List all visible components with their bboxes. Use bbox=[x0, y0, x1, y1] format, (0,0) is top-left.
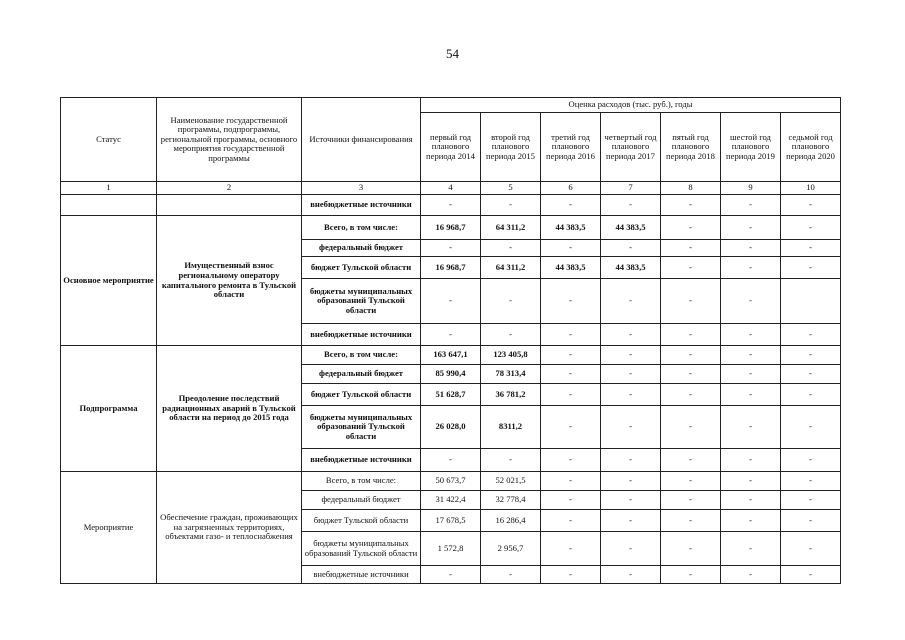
value-cell: - bbox=[781, 449, 841, 472]
source-cell: бюджет Тульской области bbox=[302, 510, 421, 532]
source-cell: бюджеты муниципальных образований Тульской области bbox=[302, 279, 421, 324]
source-cell: бюджет Тульской области bbox=[302, 384, 421, 406]
value-cell: - bbox=[601, 406, 661, 449]
source-cell: Всего, в том числе: bbox=[302, 472, 421, 491]
header-name: Наименование государственной программы, подпрограммы, региональной программы, основного мероприятия государственной программы bbox=[157, 98, 302, 182]
value-cell: - bbox=[781, 240, 841, 257]
value-cell: - bbox=[661, 491, 721, 510]
value-cell: - bbox=[661, 216, 721, 240]
header-year-2020: седьмой год планового периода 2020 bbox=[781, 113, 841, 182]
value-cell: - bbox=[541, 195, 601, 216]
value-cell: - bbox=[661, 406, 721, 449]
value-cell: - bbox=[601, 532, 661, 566]
table-row bbox=[61, 472, 841, 491]
value-cell: - bbox=[721, 257, 781, 279]
source-cell: бюджет Тульской области bbox=[302, 257, 421, 279]
value-cell: - bbox=[601, 472, 661, 491]
value-cell: - bbox=[781, 216, 841, 240]
value-cell: - bbox=[481, 279, 541, 324]
page-number: 54 bbox=[446, 46, 459, 61]
value-cell: - bbox=[481, 324, 541, 346]
value-cell: 8311,2 bbox=[481, 406, 541, 449]
value-cell: - bbox=[661, 195, 721, 216]
value-cell: 31 422,4 bbox=[421, 491, 481, 510]
value-cell: - bbox=[781, 406, 841, 449]
value-cell: - bbox=[601, 279, 661, 324]
status-cell: Основное мероприятие bbox=[61, 216, 157, 346]
value-cell: - bbox=[541, 491, 601, 510]
value-cell: - bbox=[541, 510, 601, 532]
value-cell: - bbox=[421, 449, 481, 472]
value-cell: - bbox=[721, 532, 781, 566]
value-cell: - bbox=[721, 510, 781, 532]
value-cell: - bbox=[721, 346, 781, 365]
value-cell: - bbox=[661, 365, 721, 384]
source-cell: федеральный бюджет bbox=[302, 491, 421, 510]
value-cell: - bbox=[601, 566, 661, 584]
value-cell: 32 778,4 bbox=[481, 491, 541, 510]
column-number: 1 bbox=[61, 182, 157, 195]
value-cell: - bbox=[661, 384, 721, 406]
source-cell: внебюджетные источники bbox=[302, 195, 421, 216]
value-cell: - bbox=[601, 195, 661, 216]
value-cell: - bbox=[721, 216, 781, 240]
value-cell: - bbox=[601, 491, 661, 510]
value-cell: - bbox=[421, 324, 481, 346]
source-cell: бюджеты муниципальных образований Тульской области bbox=[302, 406, 421, 449]
value-cell: 44 383,5 bbox=[601, 257, 661, 279]
value-cell: - bbox=[721, 472, 781, 491]
value-cell: - bbox=[661, 472, 721, 491]
value-cell: 36 781,2 bbox=[481, 384, 541, 406]
value-cell: - bbox=[601, 324, 661, 346]
status-cell: Мероприятие bbox=[61, 472, 157, 584]
budget-table bbox=[60, 97, 841, 584]
column-number: 3 bbox=[302, 182, 421, 195]
value-cell: - bbox=[481, 195, 541, 216]
value-cell: - bbox=[781, 365, 841, 384]
value-cell: - bbox=[541, 384, 601, 406]
value-cell: - bbox=[781, 257, 841, 279]
value-cell: - bbox=[541, 279, 601, 324]
value-cell: - bbox=[601, 365, 661, 384]
value-cell: 2 956,7 bbox=[481, 532, 541, 566]
source-cell: бюджеты муниципальных образований Тульской области bbox=[302, 532, 421, 566]
column-number: 9 bbox=[721, 182, 781, 195]
value-cell: - bbox=[661, 449, 721, 472]
value-cell: 163 647,1 bbox=[421, 346, 481, 365]
value-cell: - bbox=[601, 240, 661, 257]
value-cell: - bbox=[721, 365, 781, 384]
value-cell: 52 021,5 bbox=[481, 472, 541, 491]
column-number: 6 bbox=[541, 182, 601, 195]
value-cell: - bbox=[721, 279, 781, 324]
value-cell: - bbox=[421, 566, 481, 584]
value-cell: - bbox=[421, 195, 481, 216]
source-cell: внебюджетные источники bbox=[302, 324, 421, 346]
value-cell: - bbox=[781, 324, 841, 346]
column-number: 7 bbox=[601, 182, 661, 195]
value-cell: - bbox=[781, 491, 841, 510]
value-cell: - bbox=[661, 240, 721, 257]
value-cell: 16 286,4 bbox=[481, 510, 541, 532]
header-year-2019: шестой год планового периода 2019 bbox=[721, 113, 781, 182]
value-cell: - bbox=[481, 240, 541, 257]
column-number-row bbox=[61, 182, 841, 195]
value-cell: - bbox=[421, 279, 481, 324]
header-year-2016: третий год планового периода 2016 bbox=[541, 113, 601, 182]
value-cell: - bbox=[541, 532, 601, 566]
value-cell: - bbox=[661, 510, 721, 532]
value-cell: - bbox=[781, 472, 841, 491]
status-cell: Подпрограмма bbox=[61, 346, 157, 472]
header-year-2015: второй год планового периода 2015 bbox=[481, 113, 541, 182]
header-year-2014: первый год планового периода 2014 bbox=[421, 113, 481, 182]
value-cell: - bbox=[541, 365, 601, 384]
value-cell: - bbox=[721, 406, 781, 449]
value-cell: - bbox=[601, 510, 661, 532]
column-number: 2 bbox=[157, 182, 302, 195]
program-name-cell: Обеспечение граждан, проживающих на загрязненных территориях, объектами газо- и теплоснабжения bbox=[157, 472, 302, 584]
source-cell: внебюджетные источники bbox=[302, 449, 421, 472]
name-cell-empty bbox=[157, 195, 302, 216]
value-cell: - bbox=[541, 566, 601, 584]
value-cell: 1 572,8 bbox=[421, 532, 481, 566]
value-cell: 44 383,5 bbox=[541, 257, 601, 279]
value-cell: 78 313,4 bbox=[481, 365, 541, 384]
header-year-2018: пятый год планового периода 2018 bbox=[661, 113, 721, 182]
header-estimate: Оценка расходов (тыс. руб.), годы bbox=[421, 98, 841, 113]
value-cell: - bbox=[601, 449, 661, 472]
source-cell: Всего, в том числе: bbox=[302, 346, 421, 365]
value-cell: 85 990,4 bbox=[421, 365, 481, 384]
value-cell: - bbox=[781, 532, 841, 566]
value-cell: - bbox=[541, 346, 601, 365]
header-year-2017: четвертый год планового периода 2017 bbox=[601, 113, 661, 182]
value-cell: - bbox=[781, 510, 841, 532]
source-cell: Всего, в том числе: bbox=[302, 216, 421, 240]
value-cell: - bbox=[661, 532, 721, 566]
value-cell: 26 028,0 bbox=[421, 406, 481, 449]
value-cell bbox=[781, 279, 841, 324]
value-cell: 51 628,7 bbox=[421, 384, 481, 406]
status-cell-empty bbox=[61, 195, 157, 216]
header-row-1 bbox=[61, 98, 841, 113]
value-cell: - bbox=[481, 449, 541, 472]
value-cell: - bbox=[661, 279, 721, 324]
value-cell: - bbox=[541, 324, 601, 346]
value-cell: 44 383,5 bbox=[541, 216, 601, 240]
value-cell: 16 968,7 bbox=[421, 257, 481, 279]
program-name-cell: Имущественный взнос региональному оператору капитального ремонта в Тульской области bbox=[157, 216, 302, 346]
value-cell: - bbox=[781, 566, 841, 584]
table-row bbox=[61, 346, 841, 365]
value-cell: - bbox=[781, 346, 841, 365]
value-cell: - bbox=[541, 472, 601, 491]
value-cell: - bbox=[601, 384, 661, 406]
value-cell: - bbox=[721, 449, 781, 472]
value-cell: - bbox=[721, 491, 781, 510]
source-cell: федеральный бюджет bbox=[302, 240, 421, 257]
value-cell: 44 383,5 bbox=[601, 216, 661, 240]
value-cell: 64 311,2 bbox=[481, 257, 541, 279]
value-cell: - bbox=[781, 195, 841, 216]
header-sources: Источники финансирования bbox=[302, 98, 421, 182]
source-cell: внебюджетные источники bbox=[302, 566, 421, 584]
value-cell: - bbox=[541, 406, 601, 449]
value-cell: - bbox=[721, 566, 781, 584]
program-name-cell: Преодоление последствий радиационных аварий в Тульской области на период до 2015 года bbox=[157, 346, 302, 472]
header-status: Статус bbox=[61, 98, 157, 182]
column-number: 4 bbox=[421, 182, 481, 195]
value-cell: - bbox=[661, 566, 721, 584]
value-cell: 16 968,7 bbox=[421, 216, 481, 240]
column-number: 10 bbox=[781, 182, 841, 195]
value-cell: - bbox=[481, 566, 541, 584]
value-cell: - bbox=[421, 240, 481, 257]
column-number: 8 bbox=[661, 182, 721, 195]
value-cell: - bbox=[541, 240, 601, 257]
source-cell: федеральный бюджет bbox=[302, 365, 421, 384]
value-cell: - bbox=[721, 324, 781, 346]
value-cell: 64 311,2 bbox=[481, 216, 541, 240]
value-cell: 50 673,7 bbox=[421, 472, 481, 491]
value-cell: - bbox=[781, 384, 841, 406]
value-cell: - bbox=[541, 449, 601, 472]
value-cell: - bbox=[661, 324, 721, 346]
value-cell: - bbox=[661, 257, 721, 279]
value-cell: - bbox=[721, 195, 781, 216]
table-row bbox=[61, 216, 841, 240]
value-cell: 17 678,5 bbox=[421, 510, 481, 532]
column-number: 5 bbox=[481, 182, 541, 195]
value-cell: 123 405,8 bbox=[481, 346, 541, 365]
value-cell: - bbox=[661, 346, 721, 365]
table-row-carry bbox=[61, 195, 841, 216]
value-cell: - bbox=[601, 346, 661, 365]
value-cell: - bbox=[721, 240, 781, 257]
value-cell: - bbox=[721, 384, 781, 406]
